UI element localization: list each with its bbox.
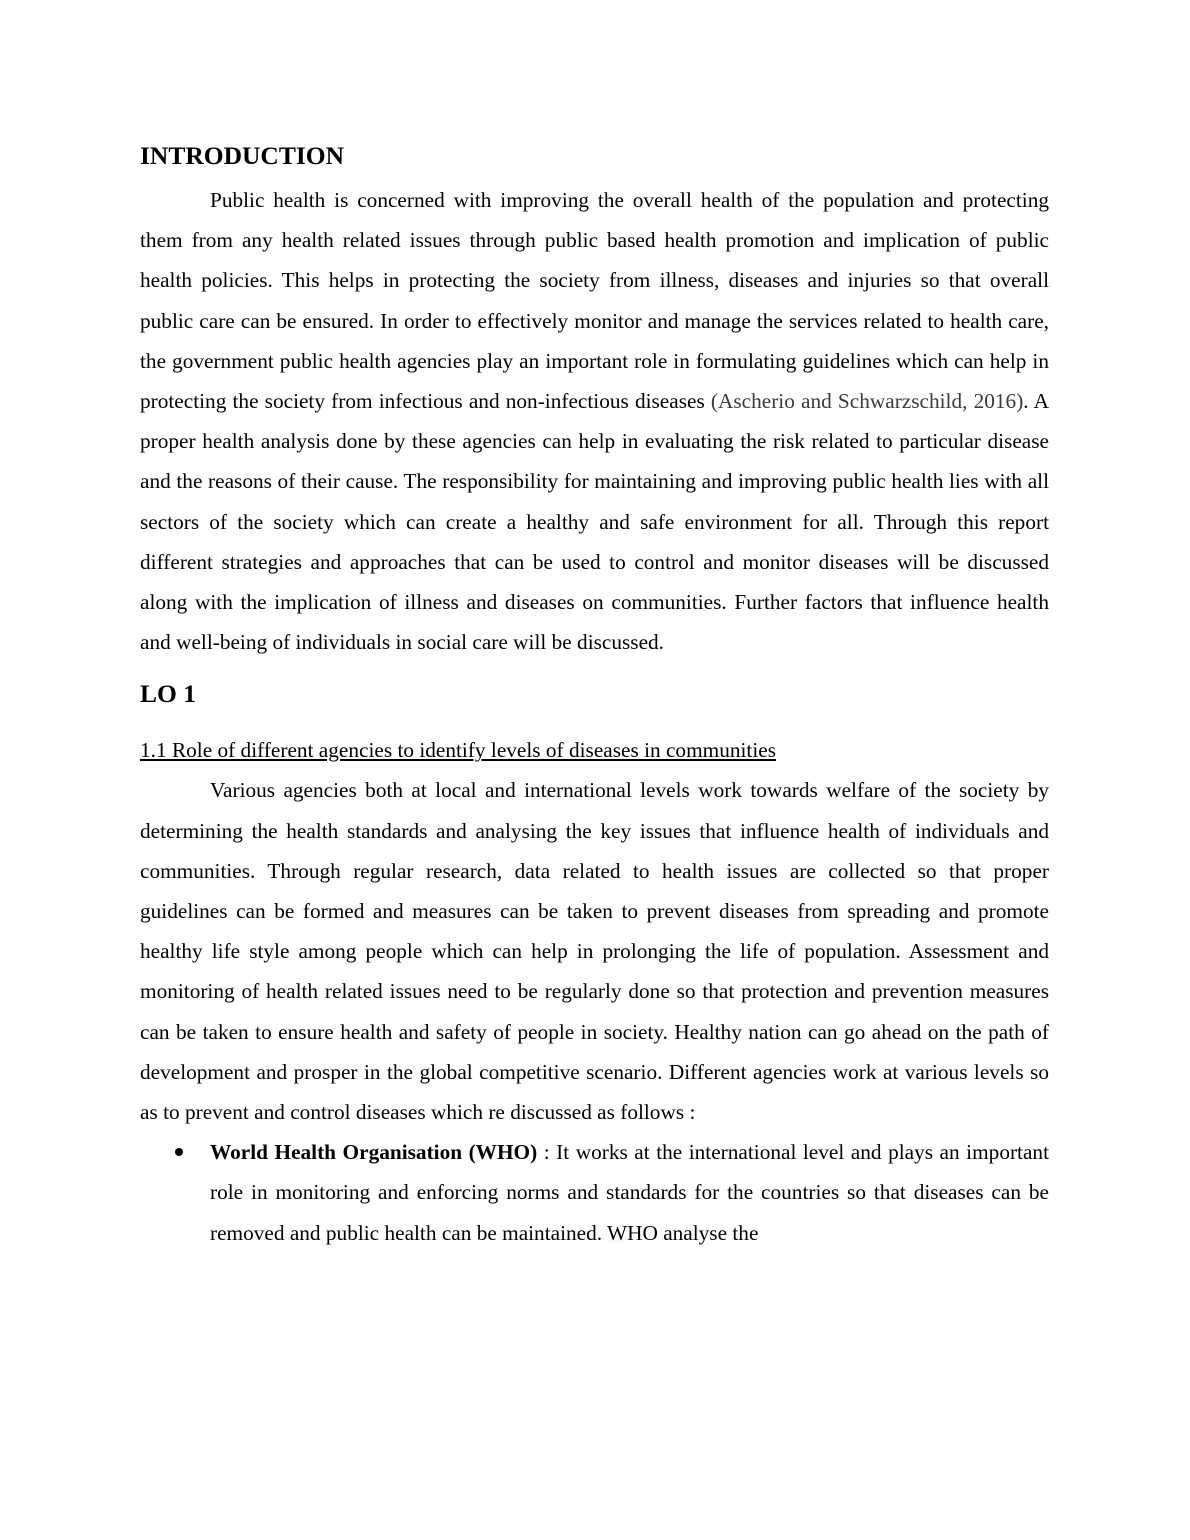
document-page xyxy=(140,138,1049,1253)
bullet-icon xyxy=(175,1148,183,1156)
introduction-paragraph xyxy=(140,180,1049,662)
section-1-1-paragraph: Various agencies both at local and international levels work towards welfare of the society by determining the health standards and analysing the key issues that influence health of individuals and communities. Through regular research, data related to health issues are collected so that proper guidelines can be formed and measures can be taken to prevent diseases from spreading and promote healthy life style among people which can help in prolonging the life of population. Assessment and monitoring of health related issues need to be regularly done so that protection and prevention measures can be taken to ensure health and safety of people in society. Healthy nation can go ahead on the path of development and prosper in the global competitive scenario. Different agencies work at various levels so as to prevent and control diseases which re discussed as follows : xyxy=(140,778,1049,1125)
lo1-heading: LO 1 xyxy=(140,679,196,709)
bullet-term: World Health Organisation (WHO) xyxy=(210,1140,538,1165)
section-1-1-subheading: 1.1 Role of different agencies to identify levels of diseases in communities xyxy=(140,738,776,763)
intro-text-part-2: . A proper health analysis done by these agencies can help in evaluating the risk related to particular disease and the reasons of their cause. The responsibility for maintaining and improving public health lies with all sectors of the society which can create a healthy and safe environment for all. Through this report different strategies and approaches that can be used to control and monitor diseases will be discussed along with the implication of illness and diseases on communities. Further factors that influence health and well-being of individuals in social care will be discussed. xyxy=(140,389,1049,655)
citation: (Ascherio and Schwarzschild, 2016) xyxy=(710,389,1024,414)
list-item xyxy=(140,1132,1049,1253)
agency-bullet-list xyxy=(140,1132,1049,1253)
intro-text-part-1: Public health is concerned with improving the overall health of the population and protecting them from any health related issues through public based health promotion and implication of public health policies. This helps in protecting the society from illness, diseases and injuries so that overall public care can be ensured. In order to effectively monitor and manage the services related to health care, the government public health agencies play an important role in formulating guidelines which can help in protecting the society from infectious and non-infectious diseases xyxy=(140,188,1049,414)
bullet-text: : It works at the international level and plays an important role in monitoring and enforcing norms and standards for the countries so that diseases can be removed and public health can be maintained. WHO analyse the xyxy=(210,1140,1049,1245)
introduction-heading: INTRODUCTION xyxy=(140,141,345,170)
